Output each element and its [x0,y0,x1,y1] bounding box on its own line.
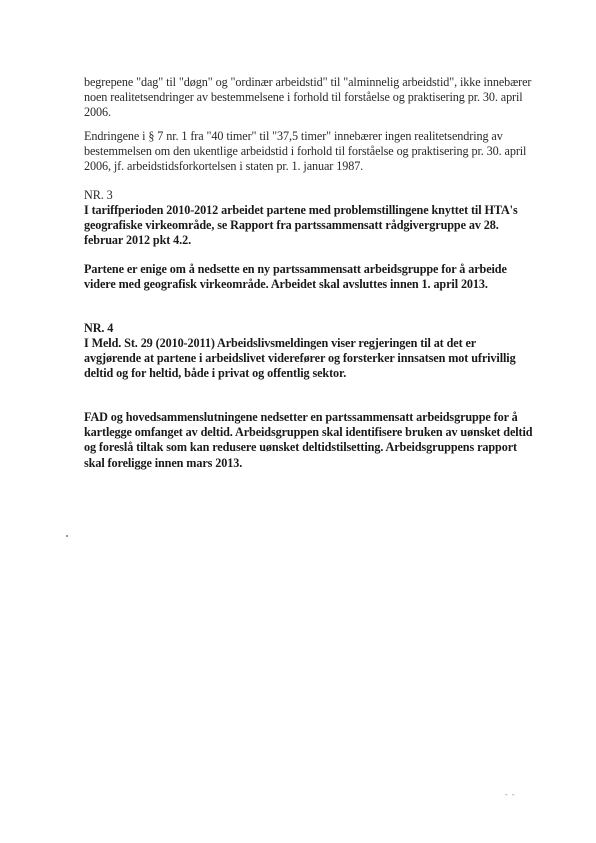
text-line: Partene er enige om å nedsette en ny partssammensatt arbeidsgruppe for å arbeide [84,262,507,276]
text-line: noen realitetsendringer av bestemmelsene i forhold til forståelse og praktisering pr. 30. april [84,90,523,105]
text-line: og foreslå tiltak som kan redusere uønsket deltidstilsetting. Arbeidsgruppens rapport [84,440,517,455]
text-line: 2006. [84,105,111,120]
paragraph-partene [84,262,524,292]
text-line: videre med geografisk virkeområde. Arbeidet skal avsluttes innen 1. april 2013. [84,277,488,292]
text-line: Endringene i § 7 nr. 1 fra "40 timer" til "37,5 timer" innebærer ingen realitetsendring av [84,129,503,143]
text-line: geografiske virkeområde, se Rapport fra partssammensatt rådgivergruppe av 28. [84,218,499,233]
text-line: I Meld. St. 29 (2010-2011) Arbeidslivsmeldingen viser regjeringen til at det er [84,336,477,350]
paragraph-fad [84,410,533,471]
paragraph-begrepene [84,75,532,121]
text-line: kartlegge omfanget av deltid. Arbeidsgruppen skal identifisere bruken av uønsket deltid [84,425,533,440]
text-line: FAD og hovedsammenslutningene nedsetter en partssammensatt arbeidsgruppe for å [84,410,518,424]
text-line: I tariffperioden 2010-2012 arbeidet partene med problemstillingene knyttet til HTA's [84,203,518,217]
text-line: deltid og for heltid, både i privat og offentlig sektor. [84,366,347,381]
paragraph-endringene [84,129,527,175]
scan-speck [66,535,68,537]
text-line: februar 2012 pkt 4.2. [84,233,192,248]
text-line: 2006, jf. arbeidstidsforkortelsen i staten pr. 1. januar 1987. [84,159,364,174]
section-heading-nr4 [84,321,524,336]
text-line: bestemmelsen om den ukentlige arbeidstid i forhold til forståelse og praktisering pr. 30. april [84,144,527,159]
paragraph-nr4-body [84,336,524,382]
heading-text: NR. 3 [84,188,113,202]
text-line: skal foreligge innen mars 2013. [84,455,243,470]
text-line: begrepene "dag" til "døgn" og "ordinær arbeidstid" til "alminnelig arbeidstid", ikke innebærer [84,75,532,89]
text-line: avgjørende at partene i arbeidslivet viderefører og forsterker innsatsen mot ufrivillig [84,351,516,366]
heading-text: NR. 4 [84,321,114,335]
paragraph-nr3-body [84,203,524,249]
page-number-mark: - - [505,790,516,799]
section-heading-nr3 [84,188,524,203]
